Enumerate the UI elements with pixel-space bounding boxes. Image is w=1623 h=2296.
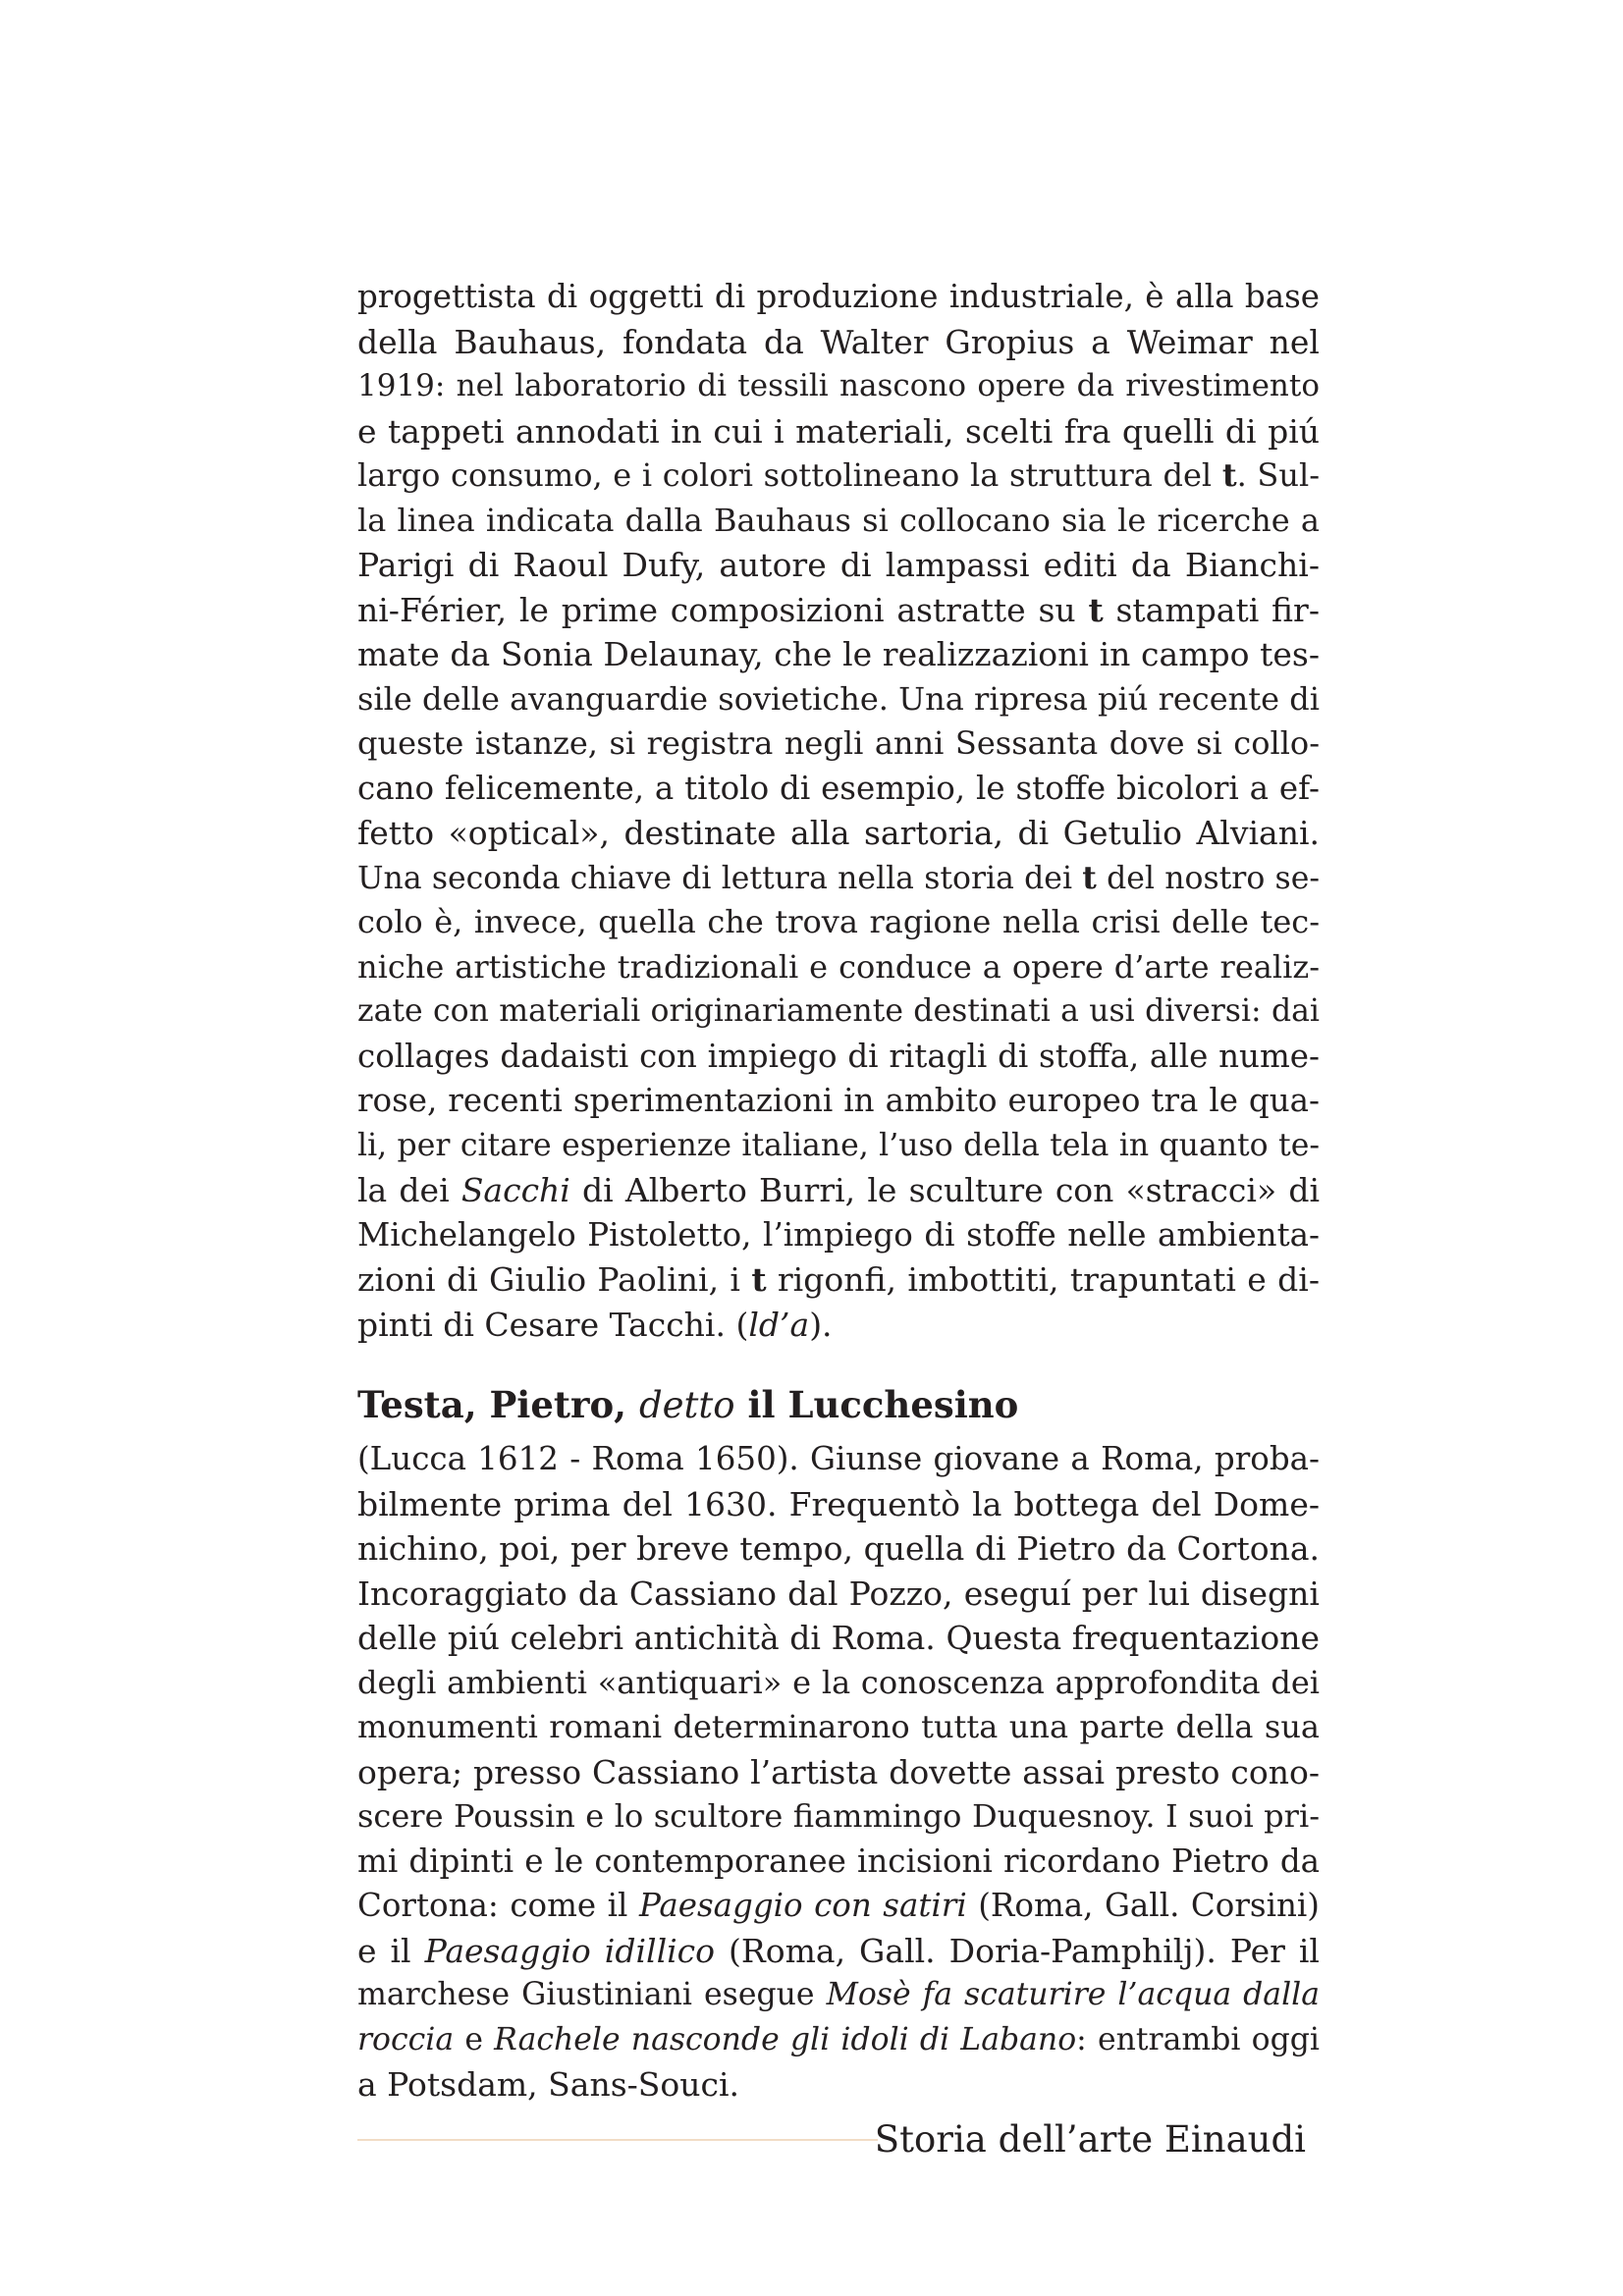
text-line: scere Poussin e lo scultore fiammingo Duquesnoy. I suoi pri- [357, 1797, 1320, 1835]
footer-rule [357, 2139, 878, 2141]
text-line [357, 454, 1320, 499]
abbreviation: t [1221, 456, 1237, 494]
text-run: : entrambi oggi [1076, 2021, 1320, 2057]
abbreviation: t [751, 1260, 767, 1299]
text-run: marchese Giustiniani esegue [357, 1977, 827, 2012]
text-run: ). [809, 1305, 833, 1344]
page-body [357, 275, 1320, 2108]
author-initials: ld’a [748, 1305, 810, 1344]
text-run: e [454, 2021, 495, 2057]
text-run: ni-Férier, le prime composizioni astratte su [357, 590, 1089, 629]
text-line: monumenti romani determinarono tutta una parte della sua [357, 1708, 1320, 1745]
text-line: mate da Sonia Delaunay, che le realizzazioni in campo tes- [357, 635, 1320, 673]
entry-separator [357, 1347, 1320, 1380]
text-run: stampati fir- [1103, 590, 1320, 629]
text-run: zioni di Giulio Paolini, i [357, 1260, 752, 1299]
text-run: di Alberto Burri, le sculture con «stracci» di [569, 1171, 1320, 1209]
entry-testa-pietro [357, 1380, 1320, 2108]
text-line: niche artistiche tradizionali e conduce a opere d’arte realiz- [357, 947, 1320, 986]
artwork-title: Mosè fa scaturire l’acqua dalla [826, 1977, 1320, 2012]
text-line: colo è, invece, quella che trova ragione nella crisi delle tec- [357, 903, 1320, 940]
text-line: li, per citare esperienze italiane, l’uso della tela in quanto te- [357, 1127, 1320, 1163]
text-line: 1919: nel laboratorio di tessili nascono opere da rivestimento [357, 368, 1320, 403]
entry-name: Testa, Pietro, [357, 1383, 627, 1426]
text-line: opera; presso Cassiano l’artista dovette assai presto cono- [357, 1752, 1320, 1791]
text-run: pinti di Cesare Tacchi. ( [357, 1305, 749, 1344]
entry-tessuto-continuation [357, 275, 1320, 1347]
artwork-title: Paesaggio idillico [424, 1931, 716, 1970]
text-run: (Roma, Gall. Corsini) [966, 1887, 1320, 1924]
text-line: fetto «optical», destinate alla sartoria, di Getulio Alviani. [357, 814, 1320, 852]
abbreviation: t [1088, 590, 1104, 629]
text-run: del nostro se- [1096, 860, 1320, 896]
text-run: largo consumo, e i colori sottolineano la struttura del [357, 456, 1222, 494]
text-line [357, 1168, 1320, 1213]
abbreviation: t [1082, 859, 1097, 896]
text-line: mi dipinti e le contemporanee incisioni ricordano Pietro da [357, 1842, 1320, 1880]
entry-connector: detto [638, 1384, 735, 1426]
text-line [357, 1973, 1320, 2018]
artwork-title: Sacchi [460, 1171, 570, 1209]
text-run: Cortona: come il [357, 1887, 639, 1924]
text-line: (Lucca 1612 - Roma 1650). Giunse giovane a Roma, proba- [357, 1440, 1320, 1477]
text-line: a Potsdam, Sans-Souci. [357, 2065, 740, 2104]
text-line [357, 2018, 1320, 2063]
artwork-title: roccia [357, 2021, 455, 2057]
text-run: e il [357, 1931, 425, 1970]
text-run: (Roma, Gall. Doria-Pamphilj). Per il [715, 1931, 1320, 1970]
text-run: . Sul- [1236, 456, 1320, 494]
text-line [357, 1257, 1320, 1303]
text-line: degli ambienti «antiquari» e la conoscenza approfondita dei [357, 1663, 1320, 1701]
text-line [357, 856, 1320, 901]
text-line: delle piú celebri antichità di Roma. Questa frequentazione [357, 1619, 1320, 1657]
text-line [357, 1884, 1320, 1929]
text-line [357, 1303, 1320, 1348]
text-line [357, 1929, 1320, 1974]
text-line: rose, recenti sperimentazioni in ambito europeo tra le qua- [357, 1082, 1320, 1119]
text-line: la linea indicata dalla Bauhaus si collocano sia le ricerche a [357, 501, 1320, 539]
text-line: zate con materiali originariamente destinati a usi diversi: dai [357, 993, 1320, 1029]
text-line: collages dadaisti con impiego di ritagli di stoffa, alle nume- [357, 1037, 1320, 1075]
text-line: della Bauhaus, fondata da Walter Gropius a Weimar nel [357, 322, 1320, 361]
text-line: progettista di oggetti di produzione industriale, è alla base [357, 278, 1320, 315]
text-line: e tappeti annodati in cui i materiali, scelti fra quelli di piú [357, 411, 1320, 451]
text-line [357, 588, 1320, 633]
page-footer [357, 2110, 1320, 2169]
text-line: queste istanze, si registra negli anni Sessanta dove si collo- [357, 724, 1320, 762]
artwork-title: Paesaggio con satiri [638, 1887, 967, 1924]
text-run: Una seconda chiave di lettura nella storia dei [357, 860, 1083, 896]
text-line: Michelangelo Pistoletto, l’impiego di stoffe nelle ambienta- [357, 1215, 1320, 1254]
entry-alias: il Lucchesino [747, 1383, 1019, 1426]
text-line: Incoraggiato da Cassiano dal Pozzo, eseguí per lui disegni [357, 1574, 1320, 1613]
text-line: sile delle avanguardie sovietiche. Una ripresa piú recente di [357, 679, 1320, 718]
entry-heading [357, 1380, 1320, 1429]
text-line: cano felicemente, a titolo di esempio, le stoffe bicolori a ef- [357, 769, 1320, 807]
text-run: rigonfi, imbottiti, trapuntati e di- [766, 1260, 1320, 1299]
text-line: Parigi di Raoul Dufy, autore di lampassi editi da Bianchi- [357, 546, 1320, 584]
artwork-title: Rachele nasconde gli idoli di Labano [494, 2021, 1077, 2057]
text-line: nichino, poi, per breve tempo, quella di Pietro da Cortona. [357, 1529, 1320, 1568]
text-run: la dei [357, 1171, 461, 1209]
text-line: bilmente prima del 1630. Frequentò la bottega del Dome- [357, 1484, 1320, 1523]
footer-publication-title: Storia dell’arte Einaudi [874, 2118, 1306, 2161]
